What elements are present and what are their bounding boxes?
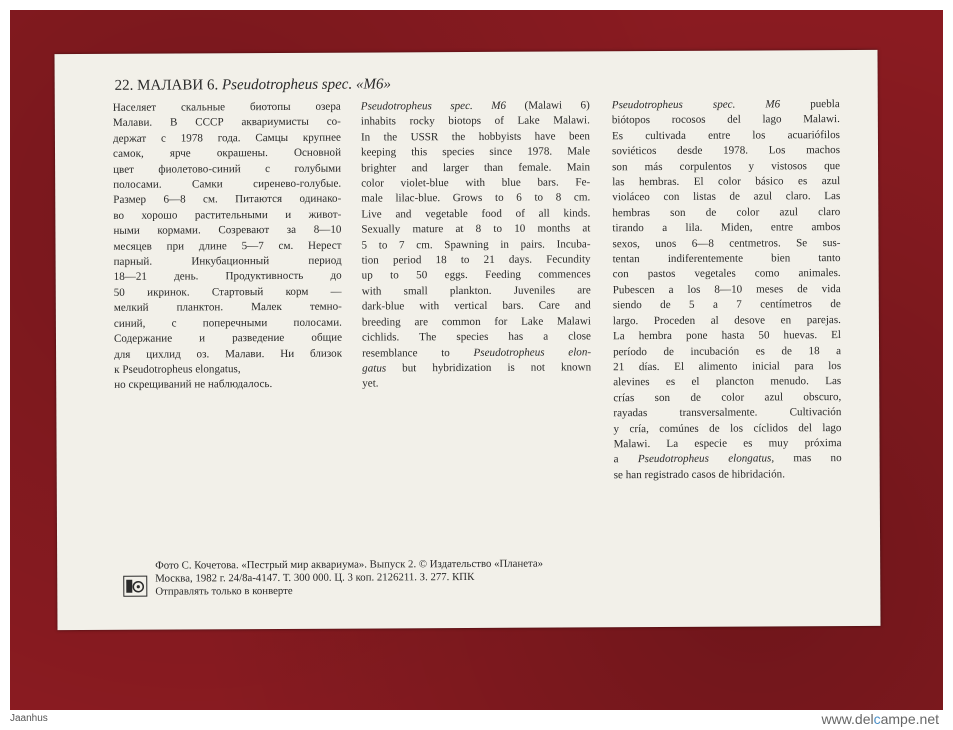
russian-text-line: держат с 1978 года. Самцы крупнее: [112, 131, 341, 145]
english-text-run: In the USSR the hobbyists have been: [360, 130, 590, 144]
spanish-text-line: [614, 467, 842, 484]
english-text-run: breeding are common for Lake Malawi: [361, 315, 591, 329]
russian-text-line: Содержание и разведение общие: [113, 331, 343, 345]
spanish-text-line: [613, 405, 841, 422]
spanish-text-line: [613, 297, 841, 314]
english-text-line: [362, 345, 591, 362]
spanish-text-line: [612, 128, 840, 145]
english-text-line: [362, 299, 591, 316]
spanish-text-line: [613, 313, 841, 330]
spanish-text-line: [612, 220, 840, 237]
english-text-run: resemblance to: [362, 346, 474, 360]
watermark-brand-c: ampe: [880, 711, 916, 727]
english-italic-term: gatus: [362, 362, 387, 375]
english-text-run: tion period 18 to 21 days. Fecundity: [361, 253, 591, 267]
spanish-text-run: puebla: [780, 98, 840, 111]
watermark-seller: Jaanhus: [10, 713, 48, 724]
russian-text-column: [113, 100, 343, 394]
english-text-line: [361, 191, 590, 208]
russian-text-line: самок, ярче окрашены. Основной: [112, 146, 342, 161]
english-text-run: with small plankton. Juveniles are: [361, 284, 591, 298]
english-text-run: male lilac-blue. Grows to 6 to 8 cm.: [361, 191, 591, 205]
postcard-back: [54, 50, 880, 630]
english-text-run: Sexually mature at 8 to 10 months at: [361, 222, 591, 236]
spanish-text-line: [613, 359, 841, 376]
russian-text-line: но скрещиваний не наблюдалось.: [114, 378, 273, 392]
spanish-text-line: [612, 143, 840, 160]
spanish-text-run: tentan indiferentemente bien tanto: [612, 252, 841, 266]
english-text-line: [362, 360, 591, 377]
spanish-text-line: [614, 451, 842, 468]
russian-text-line: для цихлид оз. Малави. Ни близок: [114, 347, 343, 361]
english-text-line: [362, 283, 591, 300]
spanish-text-line: [613, 267, 841, 284]
english-text-line: [362, 268, 591, 285]
spanish-text-run: siendo de 5 a 7 centímetros de: [612, 298, 841, 312]
spanish-text-run: 21 días. El alimento inicial para los: [613, 359, 842, 374]
english-text-line: [361, 114, 590, 131]
russian-text-line: Малави. В СССР аквариумисты со-: [112, 116, 341, 130]
watermark-prefix: www.: [821, 711, 855, 727]
russian-text-line: 50 икринок. Стартовый корм —: [113, 285, 342, 299]
english-text-run: Live and vegetable food of all kinds.: [361, 207, 591, 221]
spanish-text-run: Malawi. La especie es muy próxima: [613, 436, 842, 451]
spanish-text-line: [613, 282, 841, 299]
spanish-text-line: [612, 205, 840, 222]
spanish-text-run: hembras son de color azul claro: [612, 205, 841, 220]
spanish-text-line: [612, 112, 840, 129]
spanish-text-run: violáceo con listas de azul claro. Las: [612, 190, 841, 204]
spanish-italic-term: Pseudotropheus elongatus,: [637, 452, 775, 466]
russian-text-line: ными кормами. Созревают за 8—10: [113, 223, 342, 238]
english-text-line: [361, 129, 590, 146]
title-scientific-name: Pseudotropheus spec. «M6»: [221, 76, 391, 94]
spanish-text-run: y cría, comúnes de los cíclidos del lago: [613, 421, 842, 435]
spanish-text-line: [614, 436, 842, 453]
english-text-run: (Malawi 6): [506, 99, 590, 112]
spanish-text-run: Es cultivada entre los acuariófilos: [611, 128, 840, 143]
russian-text-line: Размер 6—8 см. Питаются одинако-: [113, 193, 342, 207]
spanish-text-run: período de incubación es de 18 a: [613, 344, 842, 358]
spanish-text-line: [612, 189, 840, 206]
imprint-publication-info: Москва, 1982 г. 24/8а-4147. Т. 300 000. Ц. 3 коп. 2126211. З. 277. КПК: [155, 571, 475, 585]
spanish-text-line: [612, 236, 840, 253]
card-title: [115, 76, 391, 94]
spanish-text-run: a: [613, 453, 638, 466]
spanish-text-line: [612, 159, 840, 176]
english-text-run: dark-blue with vertical bars. Care and: [361, 299, 591, 313]
spanish-text-run: biótopos rocosos del lago Malawi.: [611, 113, 840, 127]
spanish-italic-term: Pseudotropheus spec. M6: [611, 98, 781, 112]
english-text-run: 5 to 7 cm. Spawning in pairs. Incuba-: [361, 238, 591, 252]
english-italic-term: Pseudotropheus elon-: [473, 345, 592, 359]
spanish-text-run: las hembras. El color básico es azul: [612, 175, 841, 189]
english-text-line: [361, 160, 590, 177]
english-text-run: color violet-blue with blue bars. Fe-: [361, 176, 591, 190]
english-text-run: keeping this species since 1978. Male: [360, 145, 591, 159]
english-text-line: [361, 237, 590, 254]
english-text-run: but hybridization is not known: [386, 361, 592, 375]
russian-text-line: мелкий планктон. Малек темно-: [113, 300, 342, 315]
english-text-line: [361, 98, 590, 115]
watermark-site: [821, 711, 939, 727]
russian-text-line: Населяет скальные биотопы озера: [112, 100, 341, 114]
spanish-text-line: [613, 251, 841, 268]
watermark-brand-b: c: [873, 711, 881, 727]
english-text-column: [361, 98, 592, 392]
watermark-suffix: .net: [915, 711, 939, 727]
english-text-line: [362, 314, 591, 331]
english-text-run: up to 50 eggs. Feeding commences: [361, 268, 591, 283]
spanish-text-column: [612, 97, 842, 483]
english-text-run: cichlids. The species has a close: [361, 330, 592, 344]
spanish-text-run: con pastos vegetales como animales.: [612, 267, 841, 281]
spanish-text-line: [612, 97, 840, 114]
spanish-text-run: soviéticos desde 1978. Los machos: [611, 144, 841, 158]
russian-text-line: синий, с поперечными полосами.: [113, 316, 342, 330]
spanish-text-run: La hembra pone hasta 50 huevas. El: [612, 329, 842, 343]
spanish-text-run: tirando a lila. Miden, entre ambos: [612, 221, 841, 235]
spanish-text-line: [612, 174, 840, 191]
english-text-line: [362, 329, 591, 346]
english-text-line: [361, 145, 590, 162]
russian-text-line: полосами. Самки сиренево-голубые.: [113, 177, 342, 191]
spanish-text-line: [613, 344, 841, 361]
spanish-text-run: mas no: [774, 452, 842, 465]
russian-text-line: цвет фиолетово-синий с голубыми: [113, 162, 342, 176]
imprint-credits: Фото С. Кочетова. «Пестрый мир аквариума». Выпуск 2. © Издательство «Планета»: [155, 557, 544, 572]
english-text-run: yet.: [362, 377, 379, 390]
spanish-text-run: son más corpulentos y vistosos que: [612, 159, 841, 173]
title-number: 22. МАЛАВИ 6.: [114, 77, 219, 94]
imprint-mailing-note: Отправлять только в конверте: [155, 585, 293, 599]
english-text-line: [362, 376, 591, 393]
english-text-line: [362, 252, 591, 269]
spanish-text-run: sexos, unos 6—8 centmetros. Se sus-: [612, 236, 841, 250]
russian-text-line: 18—21 день. Продуктивность до: [113, 270, 342, 284]
spanish-text-run: Pubescen a los 8—10 meses de vida: [612, 282, 841, 297]
english-text-line: [361, 175, 590, 192]
spanish-text-run: rayadas transversalmente. Cultivación: [613, 406, 842, 420]
publisher-imprint: [155, 558, 543, 600]
english-text-run: inhabits rocky biotops of Lake Malawi.: [360, 114, 590, 128]
russian-text-line: во хорошо растительными и живот-: [113, 208, 342, 222]
spanish-text-line: [613, 328, 841, 345]
english-italic-term: Pseudotropheus spec. M6: [360, 99, 507, 113]
russian-text-line: к Pseudotropheus elongatus,: [114, 363, 241, 376]
watermark-brand-a: del: [854, 711, 874, 727]
english-text-line: [361, 222, 590, 239]
spanish-text-run: crías son de color azul obscuro,: [613, 390, 842, 404]
spanish-text-run: se han registrado casos de hibridación.: [613, 468, 786, 481]
spanish-text-line: [613, 421, 841, 438]
spanish-text-line: [613, 390, 841, 407]
spanish-text-line: [613, 374, 841, 391]
spanish-text-run: largo. Proceden al desove en parejas.: [612, 313, 841, 327]
spanish-text-run: alevines es el plancton menudo. Las: [613, 375, 842, 389]
english-text-run: brighter and larger than female. Main: [361, 160, 591, 175]
russian-text-line: месяцев при длине 5—7 см. Нерест: [113, 239, 342, 253]
english-text-line: [361, 206, 590, 223]
russian-text-line: парный. Инкубационный период: [113, 254, 342, 268]
publisher-logo-icon: [123, 576, 147, 597]
